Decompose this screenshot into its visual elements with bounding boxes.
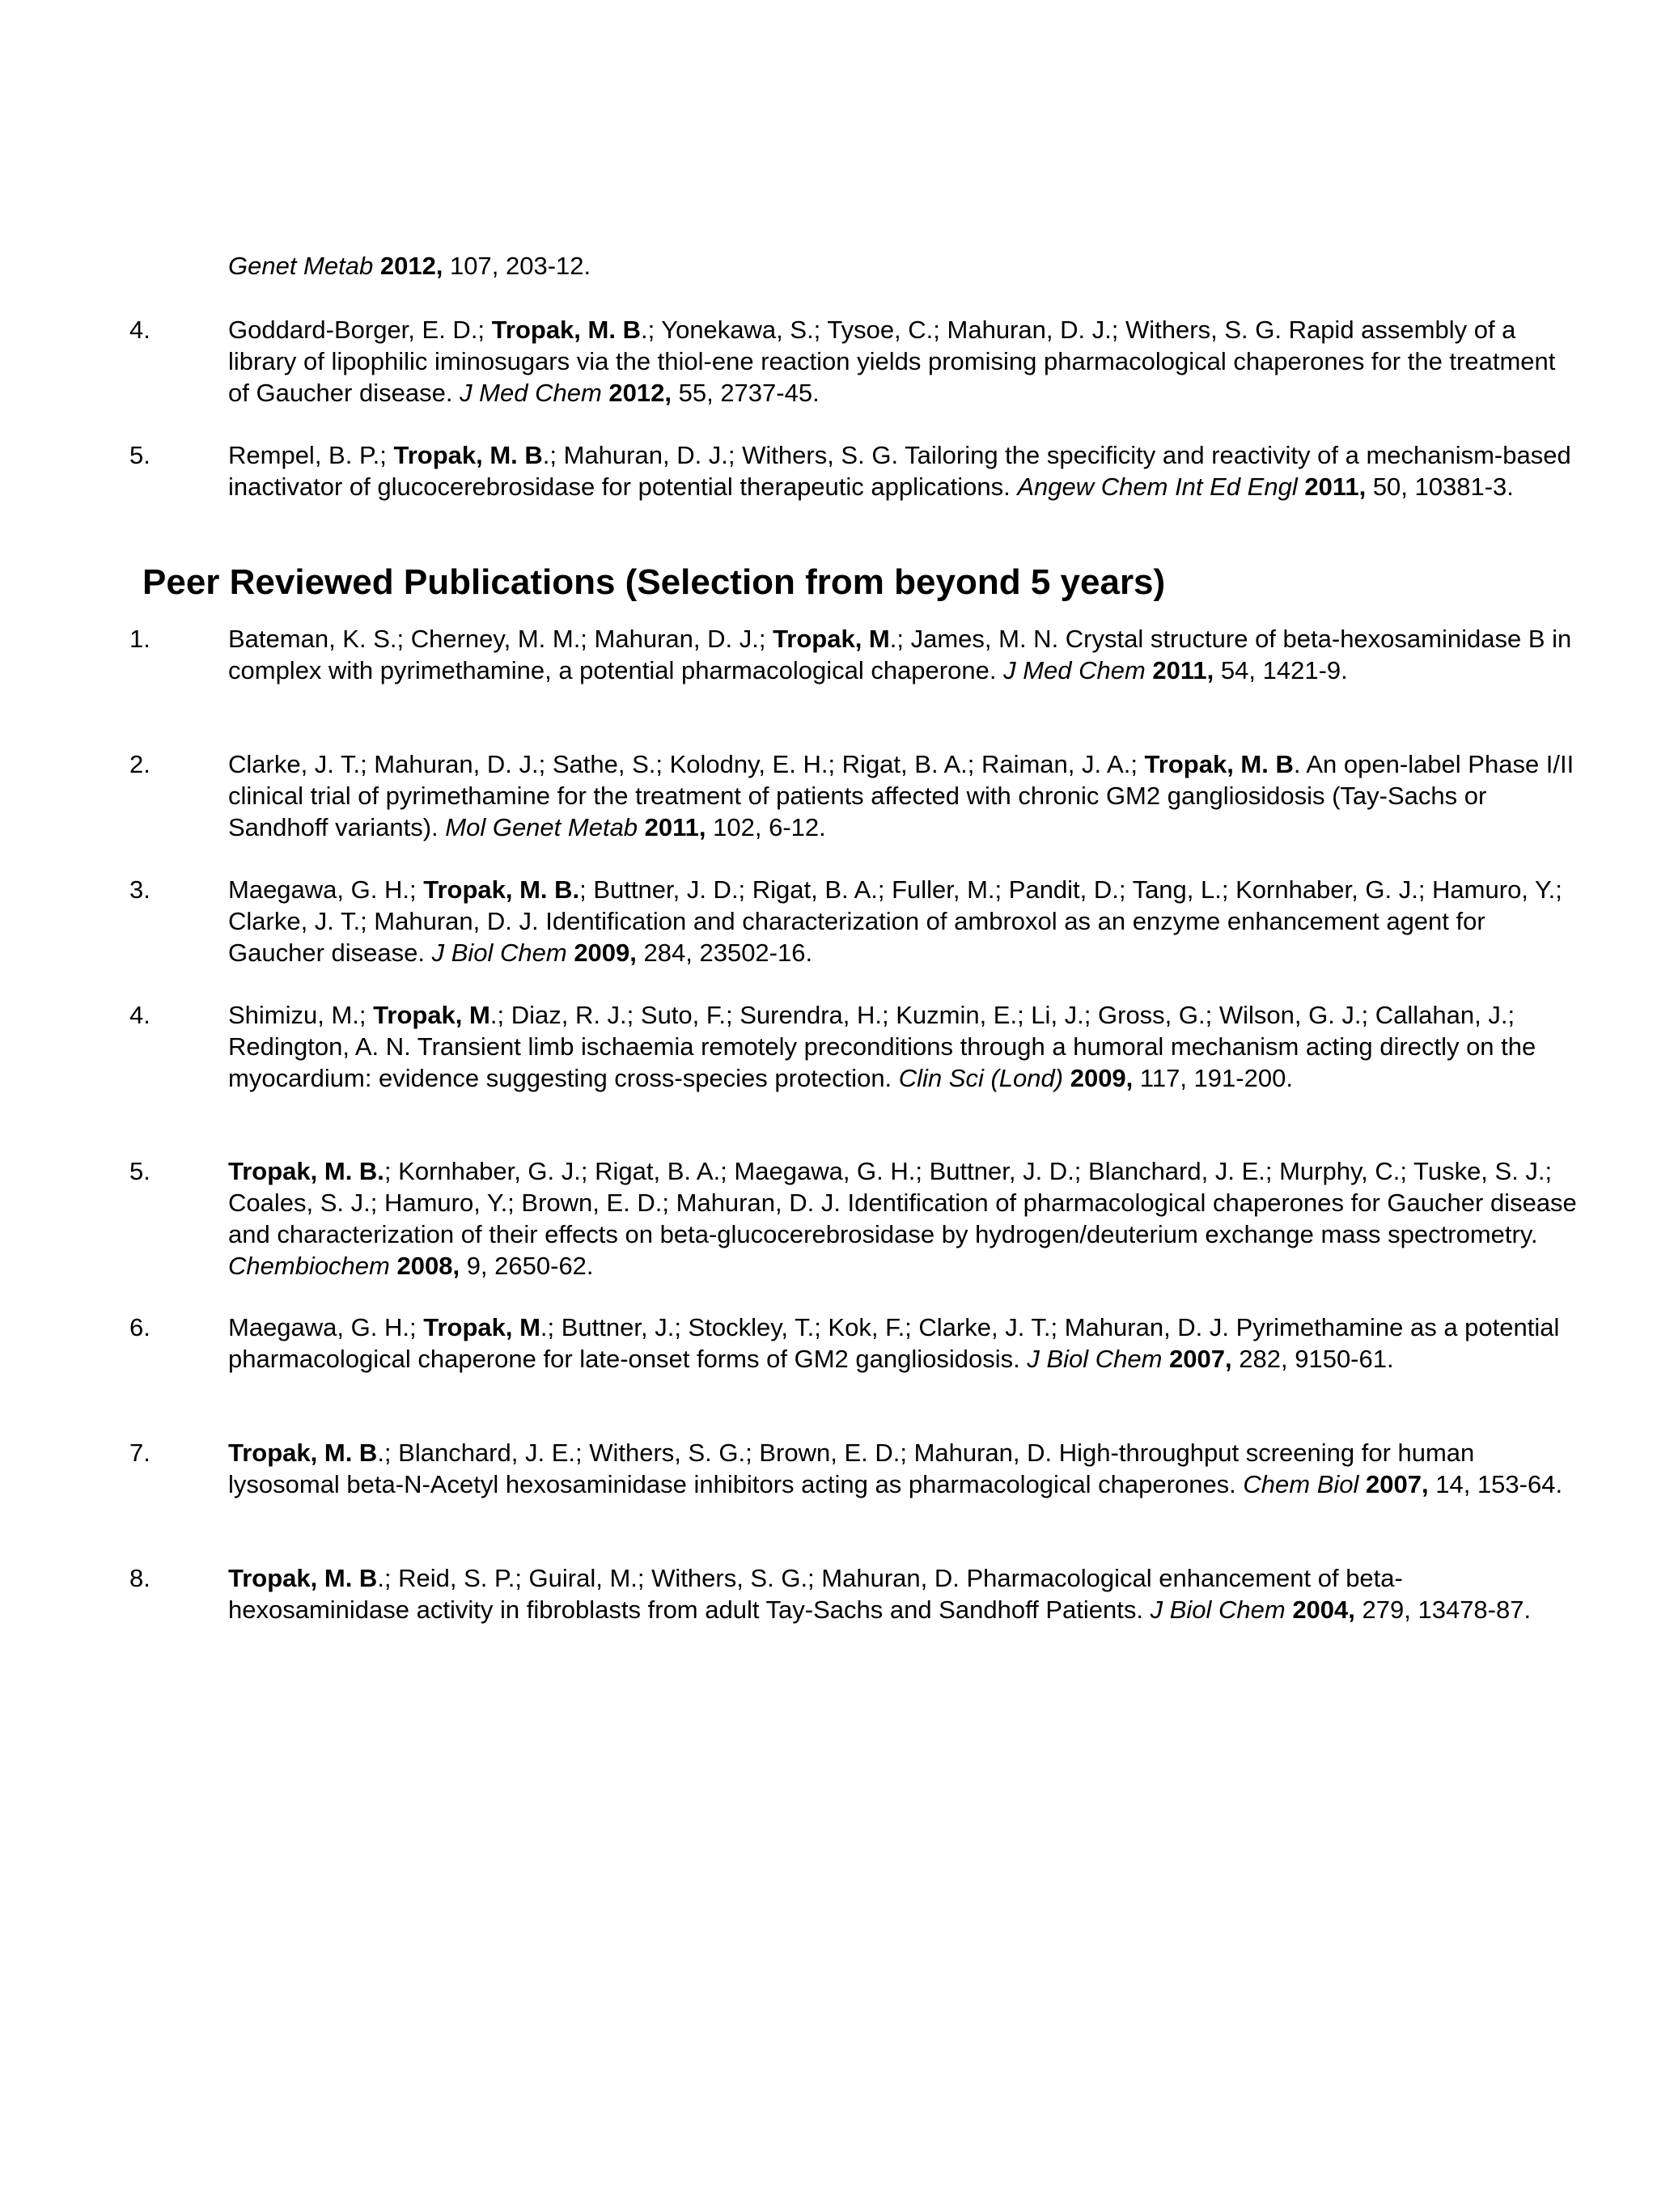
publication-entry	[131, 623, 1579, 686]
journal-name: Mol Genet Metab	[445, 813, 638, 841]
authors-before: Rempel, B. P.;	[228, 441, 394, 469]
volume-pages: 102, 6-12.	[706, 813, 826, 841]
highlighted-author: Tropak, M. B	[393, 441, 543, 469]
publication-text	[228, 1562, 1579, 1625]
journal-name: Chem Biol	[1243, 1470, 1359, 1498]
authors-and-title: .; Diaz, R. J.; Suto, F.; Surendra, H.; Kuzmin, E.; Li, J.; Gross, G.; Wilson, G. J.; Callahan, J.; Redington, A. N. Transient limb ischaemia remotely preconditions through a humoral mechanism acting directly on the myocardium: evidence suggesting cross-species protection.	[228, 1001, 1536, 1092]
authors-before: Bateman, K. S.; Cherney, M. M.; Mahuran, D. J.;	[228, 625, 773, 653]
volume-pages: 117, 191-200.	[1133, 1064, 1293, 1092]
authors-before: Maegawa, G. H.;	[228, 875, 424, 904]
section-heading: Peer Reviewed Publications (Selection from beyond 5 years)	[142, 562, 1166, 602]
authors-before: Clarke, J. T.; Mahuran, D. J.; Sathe, S.; Kolodny, E. H.; Rigat, B. A.; Raiman, J. A.;	[228, 750, 1145, 778]
journal-name: Clin Sci (Lond)	[898, 1064, 1064, 1092]
highlighted-author: Tropak, M	[373, 1001, 490, 1029]
publication-entry	[131, 1437, 1579, 1500]
publication-number: 4.	[129, 1001, 150, 1029]
publication-year: 2007,	[1358, 1470, 1429, 1498]
journal-name: Angew Chem Int Ed Engl	[1017, 472, 1298, 501]
authors-and-title: .; Buttner, J.; Stockley, T.; Kok, F.; Clarke, J. T.; Mahuran, D. J. Pyrimethamine as a potential pharmacological chaperone for late-onset forms of GM2 gangliosidosis.	[228, 1313, 1560, 1373]
publication-year: 2008,	[389, 1252, 460, 1280]
reference-text	[228, 439, 1579, 502]
publication-entry	[131, 874, 1579, 968]
publication-year: 2012,	[379, 252, 443, 280]
publication-year: 2009,	[566, 939, 637, 967]
authors-and-title: .; Blanchard, J. E.; Withers, S. G.; Brown, E. D.; Mahuran, D. High-throughput screening for human lysosomal beta-N-Acetyl hexosaminidase inhibitors acting as pharmacological chaperones.	[228, 1439, 1475, 1498]
publication-number: 7.	[129, 1439, 150, 1467]
volume-pages: 282, 9150-61.	[1231, 1345, 1394, 1373]
volume-pages: 279, 13478-87.	[1354, 1595, 1532, 1624]
highlighted-author: Tropak, M. B.	[228, 1157, 384, 1185]
publication-text	[228, 748, 1579, 843]
publication-number: 6.	[129, 1313, 150, 1341]
publication-text	[228, 1312, 1579, 1375]
highlighted-author: Tropak, M. B	[228, 1564, 378, 1592]
reference-text	[228, 314, 1579, 409]
publication-year: 2012,	[601, 379, 672, 407]
publication-year: 2007,	[1162, 1345, 1232, 1373]
publication-number: 8.	[129, 1564, 150, 1592]
publication-entry	[131, 748, 1579, 843]
publication-number: 2.	[129, 750, 150, 778]
volume-pages: 50, 10381-3.	[1366, 472, 1514, 501]
publication-number: 1.	[129, 625, 150, 653]
journal-name: J Biol Chem	[431, 939, 567, 967]
publication-year: 2011,	[1297, 472, 1367, 501]
reference-number: 4.	[129, 316, 150, 344]
highlighted-author: Tropak, M	[423, 1313, 540, 1341]
publication-entry	[131, 999, 1579, 1094]
authors-and-title: ; Kornhaber, G. J.; Rigat, B. A.; Maegawa, G. H.; Buttner, J. D.; Blanchard, J. E.; Murphy, C.; Tuske, S. J.; Coales, S. J.; Hamuro, Y.; Brown, E. D.; Mahuran, D. J. Identification of pharmacological chaperones for Gaucher disease and characterization of their effects on beta-glucocerebrosidase by hydrogen/deuterium exchange mass spectrometry.	[228, 1157, 1577, 1248]
volume-pages: 54, 1421-9.	[1214, 656, 1348, 684]
publication-entry	[131, 1312, 1579, 1375]
reference-entry	[131, 314, 1579, 409]
highlighted-author: Tropak, M. B.	[423, 875, 580, 904]
journal-name: Chembiochem	[228, 1252, 390, 1280]
journal-name: Genet Metab	[228, 252, 374, 280]
highlighted-author: Tropak, M. B	[228, 1439, 378, 1467]
volume-pages: 55, 2737-45.	[672, 379, 820, 407]
volume-pages: 14, 153-64.	[1428, 1470, 1563, 1498]
publication-year: 2009,	[1063, 1064, 1134, 1092]
highlighted-author: Tropak, M	[773, 625, 890, 653]
journal-name: J Med Chem	[460, 379, 602, 407]
authors-and-title: ; Buttner, J. D.; Rigat, B. A.; Fuller, M.; Pandit, D.; Tang, L.; Kornhaber, G. J.; Hamuro, Y.; Clarke, J. T.; Mahuran, D. J. Identification and characterization of ambroxol as an enzyme enhancement agent for Gaucher disease.	[228, 875, 1562, 967]
journal-name: J Med Chem	[1003, 656, 1146, 684]
volume-pages: 284, 23502-16.	[636, 939, 813, 967]
journal-name: J Biol Chem	[1027, 1345, 1163, 1373]
authors-before: Shimizu, M.;	[228, 1001, 374, 1029]
authors-and-title: .; Mahuran, D. J.; Withers, S. G. Tailoring the specificity and reactivity of a mechanism-based inactivator of glucocerebrosidase for potential therapeutic applications.	[228, 441, 1571, 501]
publication-text	[228, 999, 1579, 1094]
journal-name: J Biol Chem	[1150, 1595, 1286, 1624]
authors-and-title: .; James, M. N. Crystal structure of beta-hexosaminidase B in complex with pyrimethamine, a potential pharmacological chaperone.	[228, 625, 1572, 684]
publication-text	[228, 623, 1579, 686]
publication-year: 2011,	[638, 813, 706, 841]
publication-year: 2011,	[1145, 656, 1214, 684]
authors-before: Maegawa, G. H.;	[228, 1313, 424, 1341]
volume-pages: 107, 203-12.	[443, 252, 591, 280]
authors-and-title: . An open-label Phase I/II clinical trial of pyrimethamine for the treatment of patients affected with chronic GM2 gangliosidosis (Tay-Sachs or Sandhoff variants).	[228, 750, 1574, 841]
publication-entry	[131, 1562, 1579, 1625]
publication-text	[228, 1437, 1579, 1500]
continued-reference	[131, 250, 1579, 282]
publication-year: 2004,	[1285, 1595, 1355, 1624]
authors-before: Goddard-Borger, E. D.;	[228, 316, 492, 344]
publication-text	[228, 874, 1579, 968]
reference-number: 5.	[129, 441, 150, 469]
publication-number: 5.	[129, 1157, 150, 1185]
highlighted-author: Tropak, M. B	[491, 316, 641, 344]
publication-number: 3.	[129, 875, 150, 904]
volume-pages: 9, 2650-62.	[460, 1252, 594, 1280]
reference-text	[228, 250, 1579, 282]
publication-text	[228, 1155, 1579, 1282]
publication-entry	[131, 1155, 1579, 1282]
authors-and-title: .; Yonekawa, S.; Tysoe, C.; Mahuran, D. J.; Withers, S. G. Rapid assembly of a library of lipophilic iminosugars via the thiol-ene reaction yields promising pharmacological chaperones for the treatment of Gaucher disease.	[228, 316, 1556, 407]
authors-and-title: .; Reid, S. P.; Guiral, M.; Withers, S. G.; Mahuran, D. Pharmacological enhancement of beta-hexosaminidase activity in fibroblasts from adult Tay-Sachs and Sandhoff Patients.	[228, 1564, 1403, 1624]
highlighted-author: Tropak, M. B	[1144, 750, 1294, 778]
reference-entry	[131, 439, 1579, 502]
